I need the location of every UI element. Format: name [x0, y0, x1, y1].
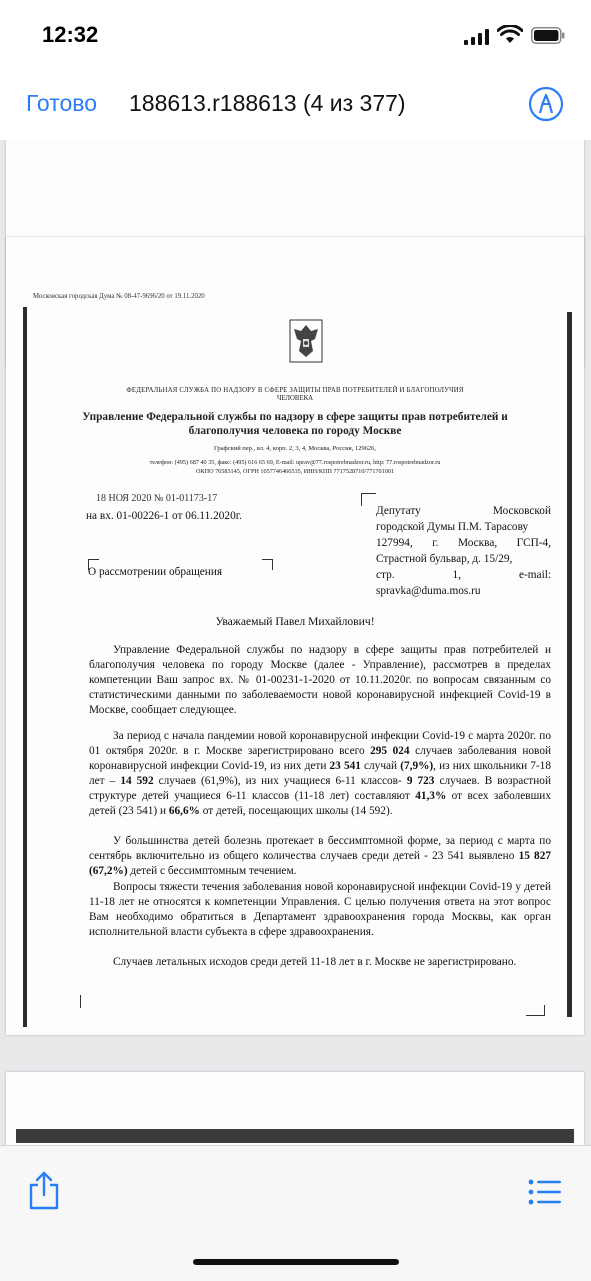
home-indicator[interactable]	[193, 1259, 399, 1265]
cellular-signal-icon	[464, 29, 490, 45]
share-icon[interactable]	[28, 1170, 60, 1210]
incoming-reference: на вх. 01-00226-1 от 06.11.2020г.	[86, 510, 242, 522]
status-bar	[0, 0, 591, 70]
office-address: Графский пер., вл. 4, корп. 2, 3, 4, Москва, Россия, 129626,	[213, 445, 376, 452]
letter-subject: О рассмотрении обращения	[88, 566, 223, 578]
document-title: 188613.r188613 (4 из 377)	[129, 90, 406, 116]
outgoing-number: 18 НОЯ 2020 № 01-01173-17	[96, 493, 218, 504]
office-contacts: телефон: (495) 687 40 35, факс: (495) 616 65 69, E-mail: uprav@77.rospotrebnadzor.ru, http: 77.rospotrebnadzor.ru	[149, 459, 441, 466]
agency-name-line1: ФЕДЕРАЛЬНАЯ СЛУЖБА ПО НАДЗОРУ В СФЕРЕ ЗАЩИТЫ ПРАВ ПОТРЕБИТЕЛЕЙ И БЛАГОПОЛУЧИЯ	[126, 387, 464, 394]
office-codes: ОКПО 76583145, ОГРН 1057746466535, ИНН/КПП 7717528710/771701001	[196, 468, 394, 475]
next-page-scan-edge	[16, 1129, 574, 1143]
recipient-email: spravka@duma.mos.ru	[376, 585, 481, 597]
recipient-line5: стр. 1, e-mail:	[376, 569, 551, 581]
salutation: Уважаемый Павел Михайлович!	[215, 615, 375, 628]
letter-page	[6, 237, 584, 1035]
coat-of-arms-icon	[289, 319, 323, 363]
list-icon[interactable]	[528, 1178, 562, 1206]
battery-icon	[531, 27, 565, 44]
wifi-icon	[497, 25, 523, 45]
agency-name-line2: ЧЕЛОВЕКА	[276, 395, 314, 402]
recipient-line3: 127994, г. Москва, ГСП-4,	[376, 537, 551, 549]
paragraph-3: У большинства детей болезнь протекает в бессимптомной форме, за период с марта по сентябрь включительно из общего количества случаев среди детей - 23 541 выявлено 15 827 (67,2%) детей с бессимптомным течением.	[89, 835, 551, 877]
document-viewer[interactable]	[0, 140, 591, 1145]
paragraph-1: Управление Федеральной службы по надзору в сфере защиты прав потребителей и благополучия человека по городу Москве (далее - Управление), рассмотрев в пределах компетенции Ваш запрос вх. № 01-00231-1-2020 от 10.11.2020г. по вопросам связанным со статистическими данными по заболеваемости новой коронавирусной инфекцией Covid-19 в Москве, сообщает следующее.	[89, 644, 551, 716]
recipient-line4: Страстной бульвар, д. 15/29,	[376, 553, 513, 565]
registration-stamp: Московская городская Дума № 08-47-9696/20 от 19.11.2020	[33, 293, 205, 300]
done-button[interactable]: Готово	[26, 90, 98, 116]
office-title-line2: благополучия человека по городу Москве	[188, 425, 402, 437]
recipient-corner-mark	[361, 493, 376, 506]
footer-mark-right	[526, 1005, 545, 1016]
markup-pen-icon[interactable]	[528, 86, 564, 122]
recipient-line2: городской Думы П.М. Тарасову	[376, 521, 529, 533]
footer-mark-left	[80, 995, 81, 1008]
recipient-line1: Депутату Московской	[376, 505, 551, 517]
paragraph-4: Вопросы тяжести течения заболевания новой коронавирусной инфекции Covid-19 у детей 11-18 лет не относятся к компетенции Управления. С целью получения ответа на этот вопрос Вам необходимо обратиться в Департамент здравоохранения города Москвы, как орган исполнительной власти субъекта в сфере здравоохранения.	[89, 881, 551, 938]
status-time: 12:32	[42, 22, 99, 47]
paragraph-2: За период с начала пандемии новой коронавирусной инфекции Covid-19 с марта 2020г. по 01 октября 2020г. в г. Москве зарегистрировано всего 295 024 случаев заболевания новой коронавирусной инфекции Covid-19, из них дети 23 541 случай (7,9%), из них школьники 7-18 лет – 14 592 случаев (61,9%), из них учащиеся 6-11 классов- 9 723 случаев. В возрастной структуре детей учащиеся 6-11 классов (11-18 лет) составляют 41,3% от всех заболевших детей (23 541) и 66,6% от детей, посещающих школы (14 592).	[89, 730, 552, 817]
office-title-line1: Управление Федеральной службы по надзору в сфере защиты прав потребителей и	[82, 411, 508, 423]
subject-corner-right	[262, 559, 273, 570]
next-page	[6, 1072, 584, 1145]
paragraph-5: Случаев летальных исходов среди детей 11-18 лет в г. Москве не зарегистрировано.	[113, 956, 517, 968]
